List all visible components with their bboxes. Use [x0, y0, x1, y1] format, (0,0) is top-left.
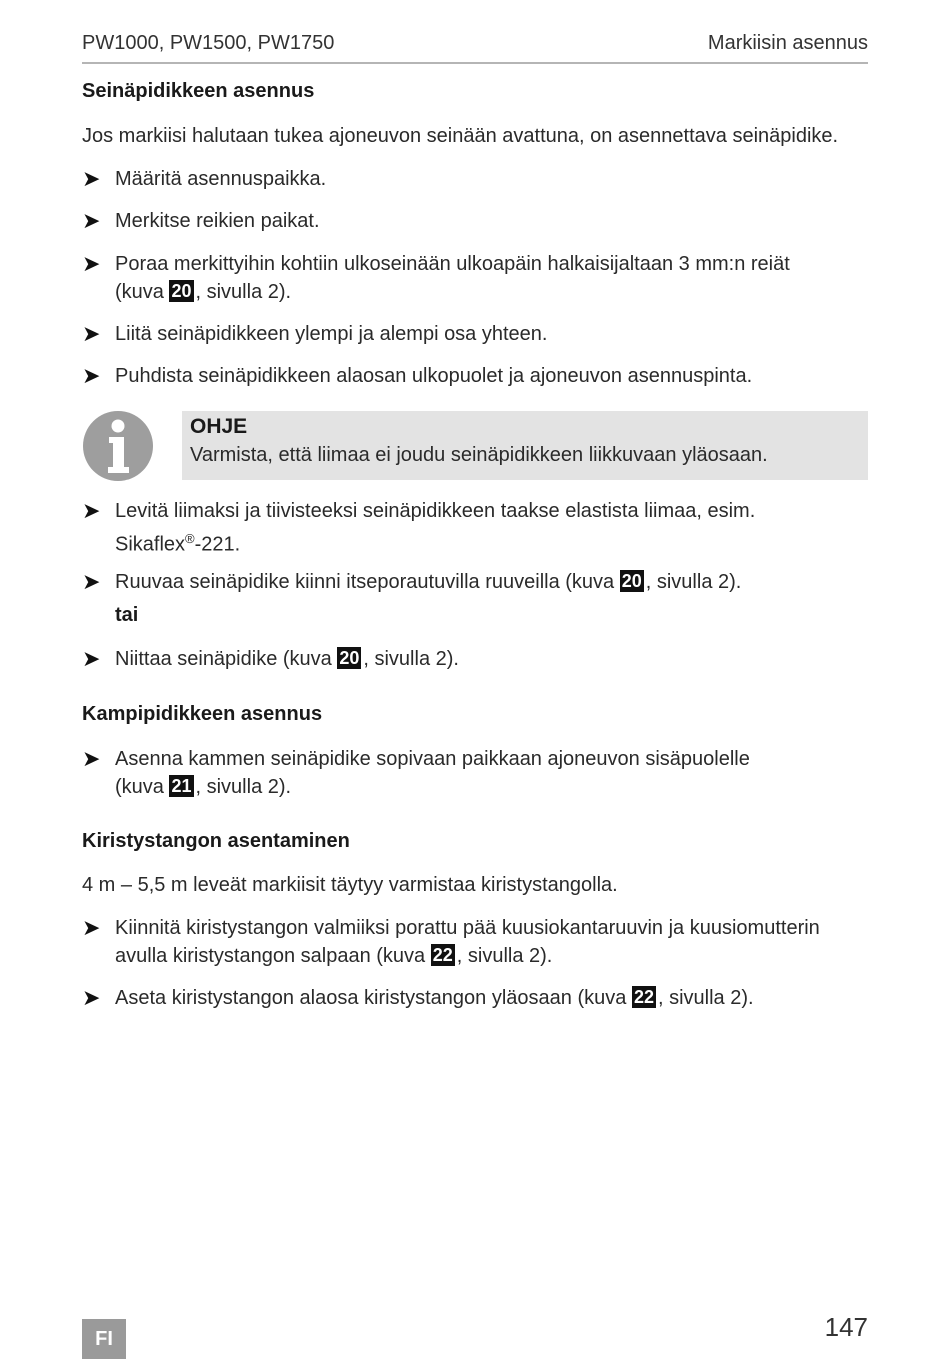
step-text-pre: (kuva — [115, 776, 170, 798]
step-text — [115, 645, 459, 673]
page-number: 147 — [824, 1312, 868, 1342]
step-text — [115, 984, 754, 1012]
section-intro: Jos markiisi halutaan tukea ajoneuvon seinään avattuna, on asennettava seinäpidike. — [82, 125, 839, 147]
step-text-post: , sivulla 2). — [645, 571, 742, 593]
figure-reference: 20 — [339, 648, 360, 668]
section-heading-wall-bracket: Seinäpidikkeen asennus — [82, 80, 315, 102]
info-icon — [82, 410, 154, 482]
step-text-post: , sivulla 2). — [195, 281, 292, 303]
arrow-bullet-icon: ➤ — [82, 208, 101, 233]
header-chapter: Markiisin asennus — [707, 32, 868, 54]
section-heading-tension-rod: Kiristystangon asentaminen — [82, 830, 350, 852]
step-text-line2 — [115, 942, 552, 970]
figure-reference: 21 — [171, 776, 192, 796]
arrow-bullet-icon: ➤ — [82, 746, 101, 771]
step-text-line2 — [115, 525, 240, 559]
figure-reference: 20 — [621, 571, 642, 591]
step-text: Asenna kammen seinäpidike sopivaan paikkaan ajoneuvon sisäpuolelle — [115, 748, 750, 770]
product-name: Sikaflex — [115, 533, 186, 556]
header-models: PW1000, PW1500, PW1750 — [82, 32, 335, 54]
step-text: Poraa merkittyihin kohtiin ulkoseinään ulkoapäin halkaisijaltaan 3 mm:n reiät — [115, 253, 790, 275]
arrow-bullet-icon: ➤ — [82, 915, 101, 940]
arrow-bullet-icon: ➤ — [82, 985, 101, 1010]
language-tab: FI — [82, 1319, 126, 1359]
step-text-pre: Aseta kiristystangon alaosa kiristystangon yläosaan (kuva — [115, 987, 632, 1009]
registered-mark: ® — [185, 531, 195, 546]
step-text-line2 — [115, 278, 291, 306]
step-text: Puhdista seinäpidikkeen alaosan ulkopuolet ja ajoneuvon asennuspinta. — [115, 365, 753, 387]
arrow-bullet-icon: ➤ — [82, 363, 101, 388]
section-intro: 4 m – 5,5 m leveät markiisit täytyy varmistaa kiristystangolla. — [82, 874, 618, 896]
section-heading-crank-bracket: Kampipidikkeen asennus — [82, 703, 323, 725]
arrow-bullet-icon: ➤ — [82, 569, 101, 594]
arrow-bullet-icon: ➤ — [82, 321, 101, 346]
step-text-pre: avulla kiristystangon salpaan (kuva — [115, 945, 431, 967]
figure-reference: 20 — [171, 281, 192, 301]
page-header — [82, 30, 868, 64]
note-box — [182, 411, 868, 480]
note-text: Varmista, että liimaa ei joudu seinäpidikkeen liikkuvaan yläosaan. — [190, 444, 768, 466]
figure-reference: 22 — [432, 945, 453, 965]
product-suffix: -221. — [194, 533, 241, 556]
step-text: Kiinnitä kiristystangon valmiiksi porattu pää kuusiokantaruuvin ja kuusiomutterin — [115, 917, 820, 939]
step-text: Levitä liimaksi ja tiivisteeksi seinäpidikkeen taakse elastista liimaa, esim. — [115, 500, 756, 522]
step-text: Määritä asennuspaikka. — [115, 168, 327, 190]
step-text-post: , sivulla 2). — [195, 776, 292, 798]
step-text: Merkitse reikien paikat. — [115, 210, 320, 232]
step-text-post: , sivulla 2). — [456, 945, 553, 967]
step-text-post: , sivulla 2). — [657, 987, 754, 1009]
arrow-bullet-icon: ➤ — [82, 251, 101, 276]
step-text: Liitä seinäpidikkeen ylempi ja alempi osa yhteen. — [115, 323, 548, 345]
step-text-pre: (kuva — [115, 281, 170, 303]
alternative-label: tai — [115, 604, 139, 626]
step-text-pre: Niittaa seinäpidike (kuva — [115, 648, 338, 670]
arrow-bullet-icon: ➤ — [82, 646, 101, 671]
arrow-bullet-icon: ➤ — [82, 166, 101, 191]
step-text — [115, 568, 741, 596]
step-text-line2 — [115, 773, 291, 801]
step-text-post: , sivulla 2). — [363, 648, 459, 670]
arrow-bullet-icon: ➤ — [82, 498, 101, 523]
figure-reference: 22 — [633, 987, 654, 1007]
note-title: OHJE — [190, 415, 248, 438]
step-text-pre: Ruuvaa seinäpidike kiinni itseporautuvilla ruuveilla (kuva — [115, 571, 620, 593]
